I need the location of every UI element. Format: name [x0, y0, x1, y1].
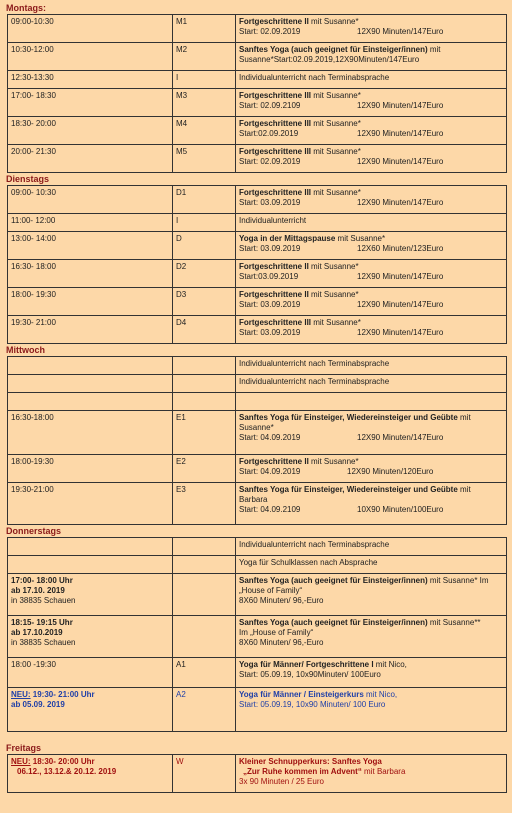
- time-cell: 18:00-19:30: [8, 455, 173, 483]
- time-line1: 18:15- 19:15 Uhr: [11, 618, 73, 627]
- table-row: [8, 89, 507, 117]
- table-row: [8, 393, 507, 411]
- time-cell: [8, 616, 173, 658]
- course-title: Sanftes Yoga (auch geeignet für Einsteiger/innen): [239, 618, 428, 627]
- time-cell: [8, 574, 173, 616]
- course-with: mit Susanne*: [308, 457, 359, 466]
- course-duration: 12X90 Minuten/147Euro: [357, 198, 444, 207]
- time-line1: 17:00- 18:00 Uhr: [11, 576, 73, 585]
- course-start: Start:03.09.2019: [239, 272, 299, 281]
- course-title: Yoga für Männer/ Fortgeschrittene I: [239, 660, 374, 669]
- course-title: Fortgeschrittene II: [239, 17, 309, 26]
- code-cell: I: [173, 71, 236, 89]
- table-row: [8, 755, 507, 793]
- course-with: mit Barbara: [361, 767, 406, 776]
- course-duration: 12X90 Minuten/147Euro: [357, 129, 444, 138]
- course-cell: [236, 574, 507, 616]
- time-cell: 16:30- 18:00: [8, 260, 173, 288]
- course-duration: 8X60 Minuten/ 96,-Euro: [239, 638, 324, 647]
- course-title: Fortgeschrittene III: [239, 188, 312, 197]
- table-row: [8, 455, 507, 483]
- time-cell: 20:00- 21:30: [8, 145, 173, 173]
- course-duration: 12X90 Minuten/147Euro: [357, 433, 444, 442]
- course-title: Fortgeschrittene III: [239, 119, 312, 128]
- code-cell: W: [173, 755, 236, 793]
- course-with: mit Susanne* Im: [427, 576, 489, 585]
- course-with: mit Susanne*: [311, 147, 361, 156]
- code-cell: D1: [173, 186, 236, 214]
- time-line2: ab 17.10.2019: [11, 628, 63, 637]
- table-row: [8, 186, 507, 214]
- course-title: Sanftes Yoga (auch geeignet für Einsteiger/innen): [239, 45, 428, 54]
- course-title: Sanftes Yoga (auch geeignet für Einsteiger/innen): [239, 576, 428, 585]
- course-subtitle: „Zur Ruhe kommen im Advent“: [243, 767, 362, 776]
- time-cell: 16:30-18:00: [8, 411, 173, 455]
- course-title: Fortgeschrittene III: [239, 147, 312, 156]
- course-line2: „House of Family“: [239, 586, 303, 595]
- course-with: mit: [427, 45, 441, 54]
- table-row: [8, 15, 507, 43]
- table-row: [8, 145, 507, 173]
- code-cell: M2: [173, 43, 236, 71]
- table-row: [8, 483, 507, 525]
- course-title: Fortgeschrittene III: [239, 318, 312, 327]
- code-cell: D: [173, 232, 236, 260]
- course-start: Start: 03.09.2019: [239, 328, 301, 337]
- time-cell: 13:00- 14:00: [8, 232, 173, 260]
- time-cell: 18:00- 19:30: [8, 288, 173, 316]
- location: in 38835 Schauen: [11, 596, 76, 605]
- course-duration: 12X90 Minuten/147Euro: [357, 27, 444, 36]
- course-start: Start: 02.09.2019: [239, 157, 301, 166]
- course-with: mit Susanne*: [311, 318, 361, 327]
- course-plain: Individualunterricht: [239, 216, 307, 225]
- table-row: [8, 616, 507, 658]
- course-line2: Barbara: [239, 495, 268, 504]
- course-start: Start: 03.09.2019: [239, 244, 301, 253]
- course-cell: [236, 232, 507, 260]
- thursday-table: [7, 537, 507, 732]
- course-duration: 12X90 Minuten/147Euro: [357, 328, 444, 337]
- table-row: [8, 357, 507, 375]
- course-title: Fortgeschrittene II: [239, 262, 309, 271]
- course-with: mit Susanne*: [311, 119, 361, 128]
- code-cell: D3: [173, 288, 236, 316]
- wednesday-table: [7, 356, 507, 525]
- course-with: mit Susanne*: [308, 262, 359, 271]
- tuesday-table: [7, 185, 507, 344]
- time-line1: 19:30- 21:00 Uhr: [30, 690, 95, 699]
- day-heading-tuesday: Dienstags: [6, 174, 50, 184]
- course-line2: Start: 05.09.19, 10x90Minuten/ 100Euro: [239, 670, 381, 679]
- table-row: [8, 574, 507, 616]
- day-heading-wednesday: Mittwoch: [6, 345, 45, 355]
- course-title: Sanftes Yoga für Einsteiger, Wiedereinsteiger und Geübte: [239, 413, 458, 422]
- table-row: [8, 214, 507, 232]
- course-title: Fortgeschrittene II: [239, 290, 309, 299]
- wed-individual-2: Individualunterricht nach Terminabsprache: [236, 375, 507, 393]
- wed-individual-1: Individualunterricht nach Terminabsprache: [236, 357, 507, 375]
- course-with: mit Susanne**: [427, 618, 481, 627]
- time-cell: 09:00- 10:30: [8, 186, 173, 214]
- course-cell: [236, 688, 507, 732]
- course-title: Sanftes Yoga für Einsteiger, Wiedereinsteiger und Geübte: [239, 485, 458, 494]
- time-cell: 19:30- 21:00: [8, 316, 173, 344]
- table-row: [8, 71, 507, 89]
- course-cell: [236, 288, 507, 316]
- course-with: mit: [457, 413, 471, 422]
- course-cell: [236, 658, 507, 688]
- time-line1: 18:30- 20:00 Uhr: [30, 757, 95, 766]
- course-cell: [236, 89, 507, 117]
- time-cell: 19:30-21:00: [8, 483, 173, 525]
- code-cell: D4: [173, 316, 236, 344]
- code-cell: M5: [173, 145, 236, 173]
- time-line2: 06.12., 13.12.& 20.12. 2019: [17, 767, 117, 776]
- table-row: [8, 375, 507, 393]
- course-cell: [236, 616, 507, 658]
- table-row: [8, 538, 507, 556]
- day-heading-friday: Freitags: [6, 743, 42, 753]
- course-start: Start: 04.09.2019: [239, 467, 301, 476]
- course-start: Start: 04.09.2109: [239, 505, 301, 514]
- course-duration: 8X60 Minuten/ 96,-Euro: [239, 596, 324, 605]
- code-cell: E3: [173, 483, 236, 525]
- course-start: Start: 02.09.2109: [239, 101, 301, 110]
- time-cell: 17:00- 18:30: [8, 89, 173, 117]
- time-cell: 18:00 -19:30: [8, 658, 173, 688]
- course-duration: 10X90 Minuten/100Euro: [357, 505, 444, 514]
- course-cell: [236, 186, 507, 214]
- course-title: Yoga für Männer / Einsteigerkurs: [239, 690, 364, 699]
- course-cell: [236, 260, 507, 288]
- course-title: Kleiner Schnupperkurs: Sanftes Yoga: [239, 757, 382, 766]
- course-duration: 12X90 Minuten/147Euro: [357, 157, 444, 166]
- course-start: Start: 04.09.2019: [239, 433, 301, 442]
- new-badge: NEU:: [11, 690, 31, 699]
- table-row: [8, 260, 507, 288]
- course-title: Fortgeschrittene II: [239, 457, 309, 466]
- course-line2: Im „House of Family“: [239, 628, 314, 637]
- table-row: [8, 658, 507, 688]
- course-with: mit: [457, 485, 471, 494]
- course-cell: [236, 15, 507, 43]
- code-cell: A2: [173, 688, 236, 732]
- time-cell: 11:00- 12:00: [8, 214, 173, 232]
- day-heading-thursday: Donnerstags: [6, 526, 62, 536]
- course-title: Yoga in der Mittagspause: [239, 234, 336, 243]
- course-cell: [236, 43, 507, 71]
- table-row: [8, 117, 507, 145]
- thu-schools: Yoga für Schulklassen nach Absprache: [236, 556, 507, 574]
- table-row: [8, 316, 507, 344]
- table-row: [8, 688, 507, 732]
- course-with: mit Susanne*: [311, 188, 361, 197]
- time-line2: ab 05.09. 2019: [11, 700, 65, 709]
- code-cell: D2: [173, 260, 236, 288]
- code-cell: M3: [173, 89, 236, 117]
- time-cell: 09:00-10:30: [8, 15, 173, 43]
- code-cell: I: [173, 214, 236, 232]
- course-cell: [236, 145, 507, 173]
- course-plain: Individualunterricht nach Terminabsprache: [239, 73, 390, 82]
- course-with: mit Susanne*: [308, 290, 359, 299]
- course-start: Start:02.09.2019: [239, 129, 299, 138]
- table-row: [8, 43, 507, 71]
- course-duration: 12X60 Minuten/123Euro: [357, 244, 444, 253]
- course-title: Fortgeschrittene III: [239, 91, 312, 100]
- time-cell: [8, 688, 173, 732]
- course-with: mit Susanne*: [308, 17, 359, 26]
- time-cell: 18:30- 20:00: [8, 117, 173, 145]
- course-cell: [236, 755, 507, 793]
- course-with: mit Nico,: [363, 690, 398, 699]
- time-cell: [8, 755, 173, 793]
- day-heading-monday: Montags:: [6, 3, 46, 13]
- course-cell: [236, 455, 507, 483]
- course-cell: [236, 71, 507, 89]
- course-cell: [236, 411, 507, 455]
- code-cell: M1: [173, 15, 236, 43]
- course-start: Start: 03.09.2019: [239, 300, 301, 309]
- code-cell: A1: [173, 658, 236, 688]
- new-badge: NEU:: [11, 757, 31, 766]
- course-duration: 12X90 Minuten/147Euro: [357, 300, 444, 309]
- code-cell: E1: [173, 411, 236, 455]
- time-cell: 10:30-12:00: [8, 43, 173, 71]
- course-cell: [236, 316, 507, 344]
- course-duration: 12X90 Minuten/120Euro: [347, 467, 434, 476]
- course-start: Start: 02.09.2019: [239, 27, 301, 36]
- table-row: [8, 288, 507, 316]
- course-cell: [236, 214, 507, 232]
- course-cell: [236, 117, 507, 145]
- table-row: [8, 411, 507, 455]
- time-cell: 12:30-13:30: [8, 71, 173, 89]
- location: in 38835 Schauen: [11, 638, 76, 647]
- table-row: [8, 232, 507, 260]
- code-cell: E2: [173, 455, 236, 483]
- course-with: mit Susanne*: [335, 234, 386, 243]
- course-with: mit Susanne*: [311, 91, 361, 100]
- course-cell: [236, 483, 507, 525]
- friday-table: [7, 754, 507, 793]
- thu-individual: Individualunterricht nach Terminabsprache: [236, 538, 507, 556]
- course-duration: 12X90 Minuten/147Euro: [357, 101, 444, 110]
- course-line2: Start: 05.09.19, 10x90 Minuten/ 100 Euro: [239, 700, 386, 709]
- course-duration: 3x 90 Minuten / 25 Euro: [239, 777, 324, 786]
- course-line2: Susanne*Start:02.09.2019,12X90Minuten/147Euro: [239, 55, 420, 64]
- course-with: mit Nico,: [373, 660, 407, 669]
- table-row: [8, 556, 507, 574]
- monday-table: [7, 14, 507, 173]
- code-cell: M4: [173, 117, 236, 145]
- time-line2: ab 17.10. 2019: [11, 586, 65, 595]
- course-line2: Susanne*: [239, 423, 274, 432]
- course-duration: 12X90 Minuten/147Euro: [357, 272, 444, 281]
- course-start: Start: 03.09.2019: [239, 198, 301, 207]
